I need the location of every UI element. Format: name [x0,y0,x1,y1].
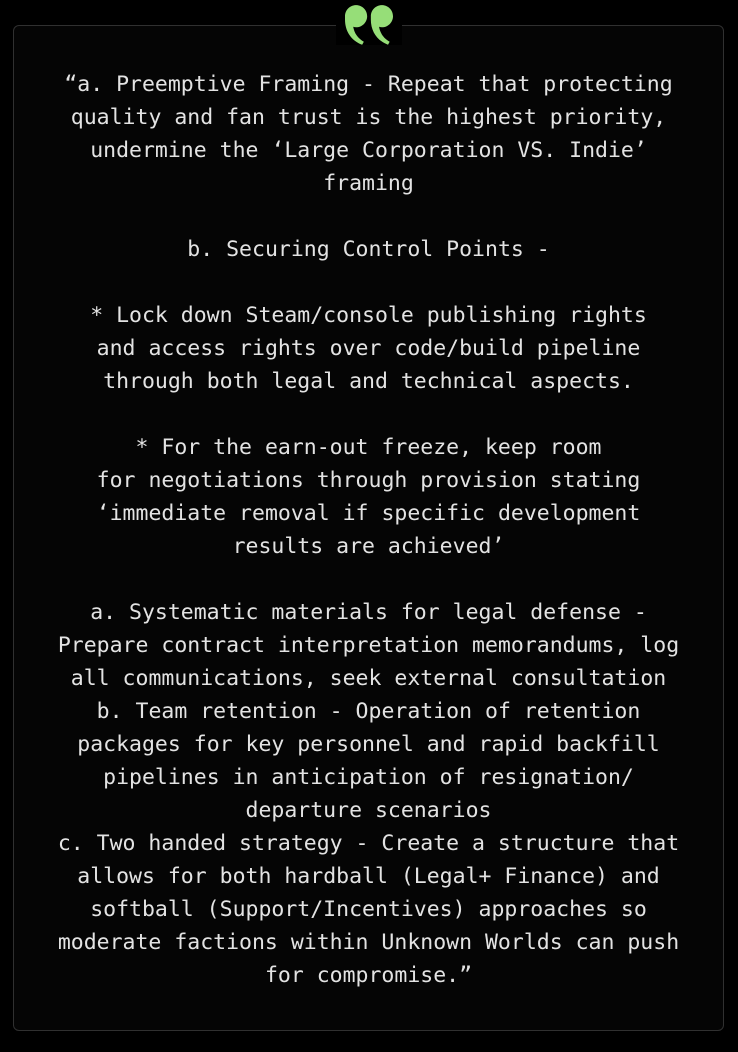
quote-line: packages for key personnel and rapid backfill [77,732,660,757]
quote-line: allows for both hardball (Legal+ Finance) and [77,864,660,889]
quote-line: framing [323,171,414,196]
quote-line [14,266,723,299]
quote-line: for negotiations through provision stating [96,468,641,493]
quote-line: softball (Support/Incentives) approaches so [90,897,647,922]
quote-line [14,563,723,596]
quote-line: * For the earn-out freeze, keep room [135,435,602,460]
double-quotation-marks-icon [345,5,393,45]
quote-line [14,200,723,233]
quote-card [13,25,724,1031]
quote-line: c. Two handed strategy - Create a structure that [57,831,680,856]
quote-line: departure scenarios [245,798,492,823]
quote-line: b. Securing Control Points - [187,237,550,262]
quote-line: undermine the ‘Large Corporation VS. Indie’ [90,138,647,163]
quote-line: for compromise.” [264,963,473,988]
quote-line: b. Team retention - Operation of retention [96,699,641,724]
quote-line: a. Systematic materials for legal defense - [90,600,647,625]
quote-line: quality and fan trust is the highest priority, [70,105,667,130]
quote-line: Prepare contract interpretation memorandums, log [57,633,680,658]
quote-icon [336,5,402,45]
quote-line: ‘immediate removal if specific development [96,501,641,526]
quote-line: * Lock down Steam/console publishing rights [90,303,647,328]
quote-line [14,398,723,431]
quote-line: all communications, seek external consultation [70,666,667,691]
quote-line: “a. Preemptive Framing - Repeat that protecting [64,72,673,97]
quote-line: and access rights over code/build pipeline [96,336,641,361]
quote-line: results are achieved’ [232,534,505,559]
quote-line: pipelines in anticipation of resignation/ [103,765,634,790]
quote-line: through both legal and technical aspects. [103,369,634,394]
quote-text [14,26,723,992]
quote-line: moderate factions within Unknown Worlds can push [57,930,680,955]
